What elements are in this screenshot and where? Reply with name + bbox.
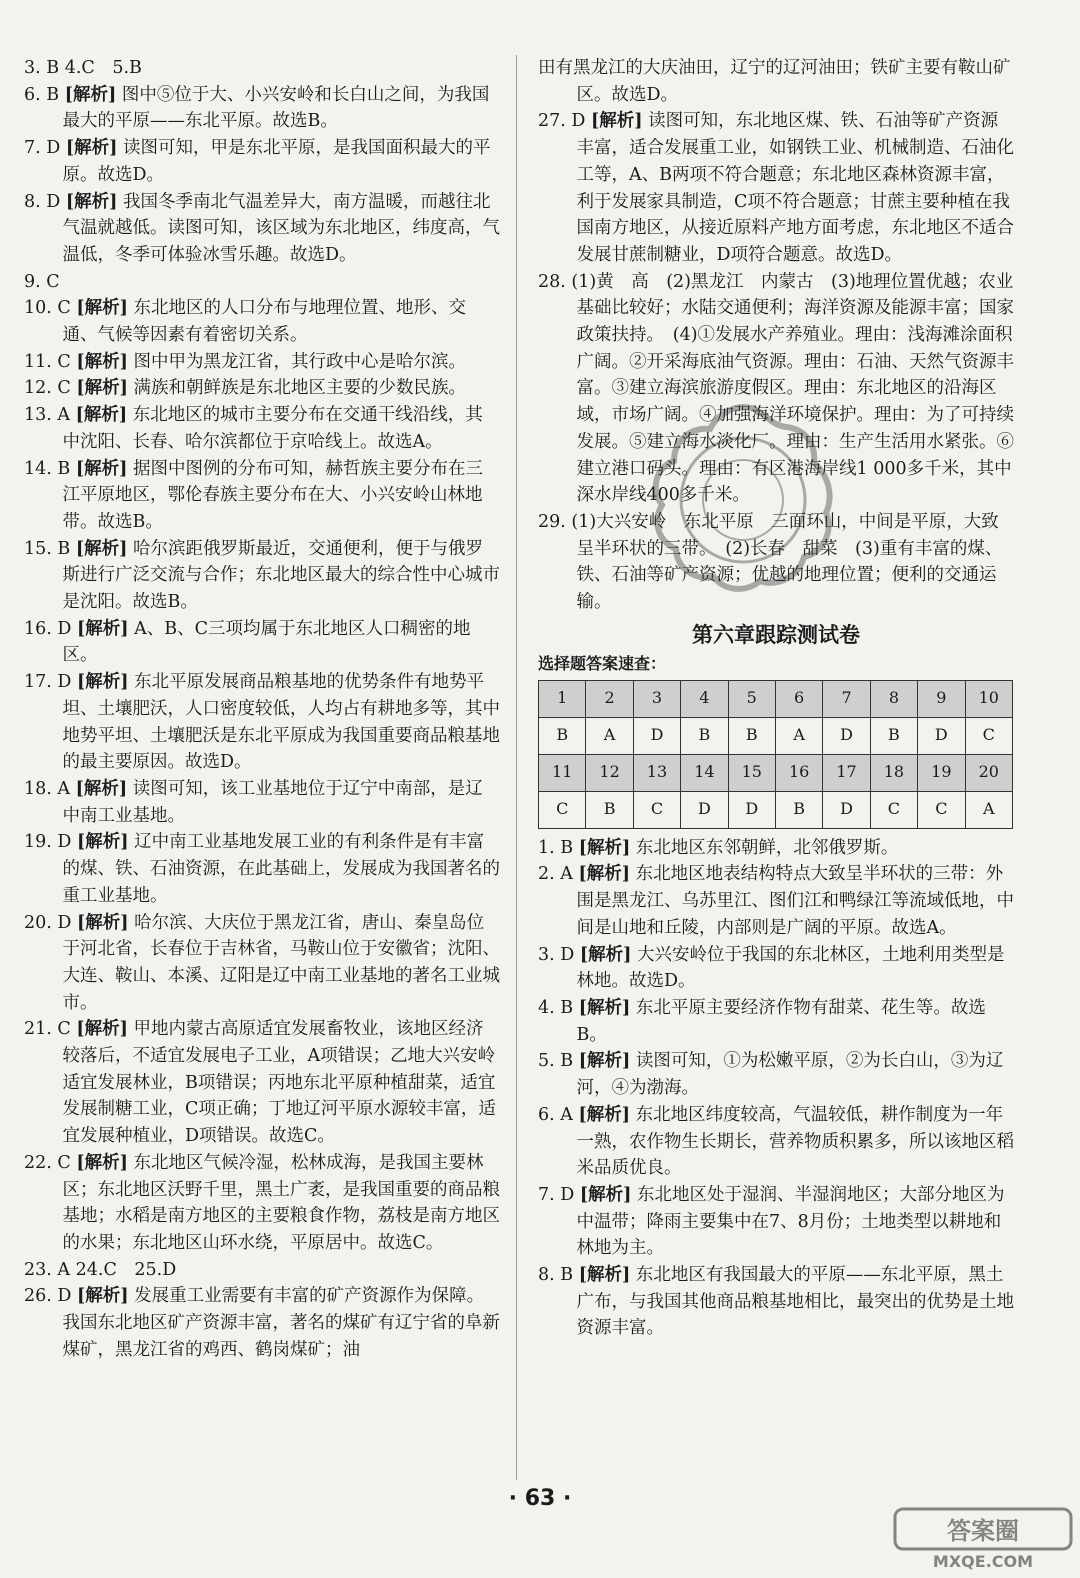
watermark-brand: 答案圈 [947,1517,1019,1545]
answer-table-cell: 7 [823,680,870,717]
answer-item-ans: D [46,138,61,159]
answer-item-n: 8. [538,1265,555,1286]
answer-item-ans: D [560,1184,575,1205]
answer-item [24,402,500,455]
answer-item-ans: D [46,191,61,212]
right-column-section-answers [538,835,1014,1342]
answer-table-cell: B [539,717,586,754]
answer-table-cell: 18 [870,754,917,791]
answer-item-n: 23. [24,1259,52,1280]
answer-item-jx: [解析] [77,672,129,693]
answer-table-cell: D [823,717,870,754]
answer-item-n: 6. [24,84,41,105]
answer-table [538,680,1013,829]
watermark-text: MXQE.COM [932,1552,1034,1571]
answer-item [24,616,500,669]
answer-item-ans: A [57,778,71,799]
answer-item-text: 读图可知，①为松嫩平原，②为长白山，③为辽河，④为渤海。 [576,1051,1004,1099]
answer-item-jx: [解析] [76,298,128,319]
answer-item-text: 甲地内蒙古高原适宜发展畜牧业，该地区经济较落后，不适宜发展电子工业，A项错误；乙地大兴安岭适宜发展林业，B项错误；丙地东北平原种植甜菜，适宜发展制糖工业，C项正确；丁地辽河平原水源较丰富，适宜发展种植业，D项错误。故选C。 [62,1019,496,1147]
answer-item-text: 东北地区的人口分布与地理位置、地形、交通、气候等因素有着密切关系。 [62,298,467,346]
site-watermark-logo [893,1505,1073,1573]
answer-item-n: 20. [24,912,52,933]
answer-item-ans: B [46,58,60,78]
answer-table-cell: 14 [681,754,728,791]
answer-item-n: 9. [24,271,41,292]
answer-item-jx: [解析] [65,191,118,212]
answer-item-jx: [解析] [75,405,128,426]
page-number: · 63 · [508,1486,572,1511]
answer-table-cell: C [870,791,917,828]
answer-table-cell: B [775,791,822,828]
answer-table-cell: B [870,717,917,754]
answer-item-n: 6. [538,1104,555,1125]
answer-item [538,995,1014,1048]
answer-item [538,269,1014,509]
answer-table-row [539,680,1013,717]
answer-item-text: 东北地区有我国最大的平原——东北平原，黑土广布，与我国其他商品粮基地相比，最突出的优势是土地资源丰富。 [576,1265,1014,1339]
answer-item-n: 18. [24,778,52,799]
answer-table-cell: C [965,717,1012,754]
answer-item-text: 东北平原发展商品粮基地的优势条件有地势平坦、土壤肥沃，人口密度较低，人均占有耕地多等，其中地势平坦、土壤肥沃是东北平原成为我国重要商品粮基地的最主要原因。故选D。 [62,672,500,773]
answer-item-ans: B [560,997,574,1018]
answer-item-text: 哈尔滨距俄罗斯最近，交通便利，便于与俄罗斯进行广泛交流与合作；东北地区最大的综合性中心城市是沈阳。故选B。 [62,538,500,613]
answer-table-cell: 10 [965,680,1012,717]
answer-item-text: 满族和朝鲜族是东北地区主要的少数民族。 [133,378,467,399]
answer-item [24,82,500,135]
answer-item-text: 东北地区地表结构特点大致呈半环状的三带：外围是黑龙江、乌苏里江、图们江和鸭绿江等流域低地，中间是山地和丘陵，内部则是广阔的平原。故选A。 [576,864,1014,938]
answer-item-jx: [解析] [579,1184,632,1205]
answer-item-ans: B [560,837,574,858]
answer-item [24,669,500,776]
answer-item-text: 4.C 5.B [64,58,142,78]
answer-item-text: 东北地区的城市主要分布在交通干线沿线，其中沈阳、长春、哈尔滨都位于京哈线上。故选A。 [62,405,483,452]
answer-item-n: 19. [24,832,52,853]
answer-table-cell: D [728,791,775,828]
answer-item-text: 我国冬季南北气温差异大，南方温暖，而越往北气温就越低。读图可知，该区域为东北地区，纬度高，气温低，冬季可体验冰雪乐趣。故选D。 [62,191,500,265]
answer-item-ans: C [57,1152,71,1173]
answer-item-jx: [解析] [76,378,128,399]
answer-item-ans: B [57,538,71,559]
answer-item-n: 3. [24,58,41,78]
answer-item-ans: B [560,1051,574,1072]
answer-item-n: 26. [24,1286,52,1307]
answer-item-jx: [解析] [76,351,128,372]
answer-item-ans: C [46,271,60,292]
answer-table-cell: D [918,717,965,754]
answer-item-jx: [解析] [578,837,631,858]
answer-table-cell: 6 [775,680,822,717]
column-divider [516,55,517,1480]
answer-item-text: 发展重工业需要有丰富的矿产资源作为保障。我国东北地区矿产资源丰富，著名的煤矿有辽宁省的阜新煤矿，黑龙江省的鸡西、鹤岗煤矿；油 [62,1286,500,1360]
answer-item-text: 读图可知，甲是东北平原，是我国面积最大的平原。故选D。 [62,138,491,185]
answer-table-row [539,717,1013,754]
answer-item-jx: [解析] [578,1051,631,1072]
answer-item-jx: [解析] [75,458,128,479]
answer-item [538,1048,1014,1101]
answer-item-text: 东北地区气候冷湿，松林成海，是我国主要林区；东北地区沃野千里，黑土广袤，是我国重要的商品粮基地；水稻是南方地区的主要粮食作物，荔枝是南方地区的水果；东北地区山环水绕，平原居中。故选C。 [62,1152,500,1253]
answer-item [538,1262,1014,1342]
answer-item-n: 21. [24,1019,52,1040]
answer-table-cell: 4 [681,680,728,717]
answer-item-text: A、B、C三项均属于东北地区人口稠密的地区。 [62,618,471,666]
section-title: 第六章跟踪测试卷 [692,622,860,647]
answer-item [24,375,500,402]
answer-table-cell: D [823,791,870,828]
answer-table-cell: 9 [918,680,965,717]
answer-table-cell: B [681,717,728,754]
answer-table-cell: D [681,791,728,828]
answer-item [538,861,1014,941]
answer-item [24,1257,500,1284]
answer-item-ans: C [57,351,71,372]
left-column [24,55,500,1363]
answer-item-n: 4. [538,997,555,1018]
answer-table-cell: C [918,791,965,828]
answer-table-cell: D [633,717,680,754]
answer-item-ans: A [57,405,71,426]
answer-item-ans: D [57,832,72,853]
answer-item [538,1182,1014,1262]
answer-table-cell: 8 [870,680,917,717]
answer-item [24,269,500,296]
answer-item-ans: C [57,378,71,399]
answer-item [24,456,500,536]
answer-item-text: 东北地区处于湿润、半湿润地区；大部分地区为中温带；降雨主要集中在7、8月份；土地类型以耕地和林地为主。 [576,1184,1005,1259]
answer-table-cell: 3 [633,680,680,717]
answer-item [24,349,500,376]
answer-item [24,1283,500,1363]
answer-table-cell: 1 [539,680,586,717]
answer-item-ans: B [560,1265,574,1286]
answer-table-cell: 17 [823,754,870,791]
answer-item [24,1016,500,1150]
answer-item-n: 5. [538,1051,555,1072]
answer-item-text: 辽中南工业基地发展工业的有利条件是有丰富的煤、铁、石油资源，在此基础上，发展成为我国著名的重工业基地。 [62,832,500,906]
answer-item [24,295,500,348]
answer-item [24,910,500,1017]
answer-item-n: 16. [24,618,52,639]
answer-item-jx: [解析] [77,832,129,853]
answer-item-n: 11. [24,351,52,372]
answer-item-jx: [解析] [77,912,129,933]
answer-item-n: 12. [24,378,52,399]
answer-item-ans: C [57,298,71,319]
answer-table-cell: B [728,717,775,754]
right-column-answers [538,55,1014,616]
answer-table-row [539,754,1013,791]
answer-item [24,189,500,269]
answer-item-ans: D [571,111,586,132]
answer-item-n: 22. [24,1152,52,1173]
answer-item-jx: [解析] [591,111,643,132]
answer-item [24,1150,500,1257]
answer-item-n: 10. [24,298,52,319]
answer-item-text: 大兴安岭位于我国的东北林区，土地利用类型是林地。故选D。 [576,944,1005,992]
answer-item-text: (1)大兴安岭 东北平原 三面环山，中间是平原，大致呈半环状的三带。 (2)长春 甜菜 (3)重有丰富的煤、铁、石油等矿产资源；优越的地理位置；便利的交通运输。 [571,511,1003,613]
answer-item-text: 东北地区纬度较高，气温较低，耕作制度为一年一熟，农作物生长期长，营养物质积累多，所以该地区稻米品质优良。 [576,1104,1014,1179]
answer-item [538,835,1014,862]
answer-item-n: 7. [24,138,41,159]
answer-item-ans: C [57,1019,71,1040]
answer-item-n: 17. [24,672,52,693]
answer-table-row [539,791,1013,828]
answer-item [24,536,500,616]
answer-item-jx: [解析] [75,778,128,799]
answer-item-text: 东北地区东邻朝鲜，北邻俄罗斯。 [635,837,899,858]
answer-item-text: 据图中图例的分布可知，赫哲族主要分布在三江平原地区，鄂伦春族主要分布在大、小兴安岭山林地带。故选B。 [62,458,484,532]
answer-item-jx: [解析] [75,538,128,559]
answer-table-cell: B [586,791,633,828]
answer-item [24,776,500,829]
answer-item [538,55,1014,108]
answer-item-jx: [解析] [65,138,118,159]
answer-item-n: 13. [24,405,52,426]
answer-item-n: 7. [538,1184,555,1205]
answer-item [538,509,1014,616]
answer-item-ans: A [57,1259,71,1280]
answer-table-cell: 19 [918,754,965,791]
answer-item-jx: [解析] [578,864,631,885]
answer-item-ans: D [560,944,575,965]
answer-item-ans: A [560,1104,573,1125]
answer-table-cell: 15 [728,754,775,791]
answer-item-text: 哈尔滨、大庆位于黑龙江省，唐山、秦皇岛位于河北省，长春位于吉林省，马鞍山位于安徽省；沈阳、大连、鞍山、本溪、辽阳是辽中南工业基地的著名工业城市。 [62,912,500,1013]
answer-item-text: 24.C 25.D [75,1259,177,1280]
answer-table-cell: A [775,717,822,754]
answer-item [24,829,500,909]
answer-item-text: 图中甲为黑龙江省，其行政中心是哈尔滨。 [133,351,467,372]
answer-item-jx: [解析] [77,618,129,639]
answer-table-cell: 11 [539,754,586,791]
answer-item-jx: [解析] [76,1152,128,1173]
answer-item-text: 图中⑤位于大、小兴安岭和长白山之间，为我国最大的平原——东北平原。故选B。 [62,84,490,132]
answer-table-cell: 12 [586,754,633,791]
answer-item-ans: D [57,912,72,933]
answer-item-text: 读图可知，东北地区煤、铁、石油等矿产资源丰富，适合发展重工业，如钢铁工业、机械制造、石油化工等，A、B两项不符合题意；东北地区森林资源丰富，利于发展家具制造，C项不符合题意；甘蔗主要种植在我国南方地区，从接近原料产地方面考虑，东北地区不适合发展甘蔗制糖业，D项符合题意。故选D。 [576,111,1014,265]
answer-item-jx: [解析] [579,944,632,965]
answer-item-n: 8. [24,191,41,212]
answer-table-cell: 20 [965,754,1012,791]
answer-item-text: 读图可知，该工业基地位于辽宁中南部，是辽中南工业基地。 [62,778,483,826]
answer-item-jx: [解析] [578,1265,631,1286]
answer-item-jx: [解析] [77,1286,129,1307]
answer-table-cell: 13 [633,754,680,791]
answer-item [538,1102,1014,1182]
answer-item-ans: D [57,672,72,693]
answer-table-cell: C [539,791,586,828]
answer-item [24,55,500,82]
answer-table-cell: A [586,717,633,754]
answer-item-text: (1)黄 高 (2)黑龙江 内蒙古 (3)地理位置优越；农业基础比较好；水陆交通便利；海洋资源及能源丰富；国家政策扶持。 (4)①发展水产养殖业。理由：浅海滩涂面积广阔。②开采海底油气资源。理由：石油、天然气资源丰富。③建立海滨旅游度假区。理由：东北地区的沿海区域，市场广阔。④加强海洋环境保护。理由：为了可持续发展。⑤建立海水淡化厂。理由：生产生活用水紧张。⑥建立港口码头。理由：有区港海岸线1 000多千米，其中深水岸线400多千米。 [571,271,1014,506]
answer-table-cell: 5 [728,680,775,717]
answer-item-n: 27. [538,111,566,132]
answer-item-n: 2. [538,864,555,885]
answer-item-n: 1. [538,837,555,858]
answer-item-ans: B [46,84,60,105]
answer-item-ans: B [57,458,71,479]
answer-item-n: 28. [538,271,566,292]
answer-table-cell: C [633,791,680,828]
answer-item-ans: D [57,618,72,639]
answer-item-n: 29. [538,511,566,532]
answer-item [538,108,1014,268]
answer-item-text: 田有黑龙江的大庆油田，辽宁的辽河油田；铁矿主要有鞍山矿区。故选D。 [538,58,1011,105]
answer-item [538,942,1014,995]
answer-item-text: 东北平原主要经济作物有甜菜、花生等。故选B。 [576,997,986,1045]
quick-check-label: 选择题答案速查： [538,653,667,673]
answer-item-jx: [解析] [578,1104,631,1125]
answer-table-cell: A [965,791,1012,828]
answer-item-ans: A [560,864,573,885]
answer-item-jx: [解析] [76,1019,128,1040]
answer-item-n: 14. [24,458,52,479]
answer-item-n: 15. [24,538,52,559]
answer-item-jx: [解析] [578,997,631,1018]
right-column [538,55,1014,1342]
answer-item [24,135,500,188]
answer-item-n: 3. [538,944,555,965]
answer-table-cell: 2 [586,680,633,717]
answer-item-jx: [解析] [64,84,117,105]
answer-item-ans: D [57,1286,72,1307]
answer-table-cell: 16 [775,754,822,791]
